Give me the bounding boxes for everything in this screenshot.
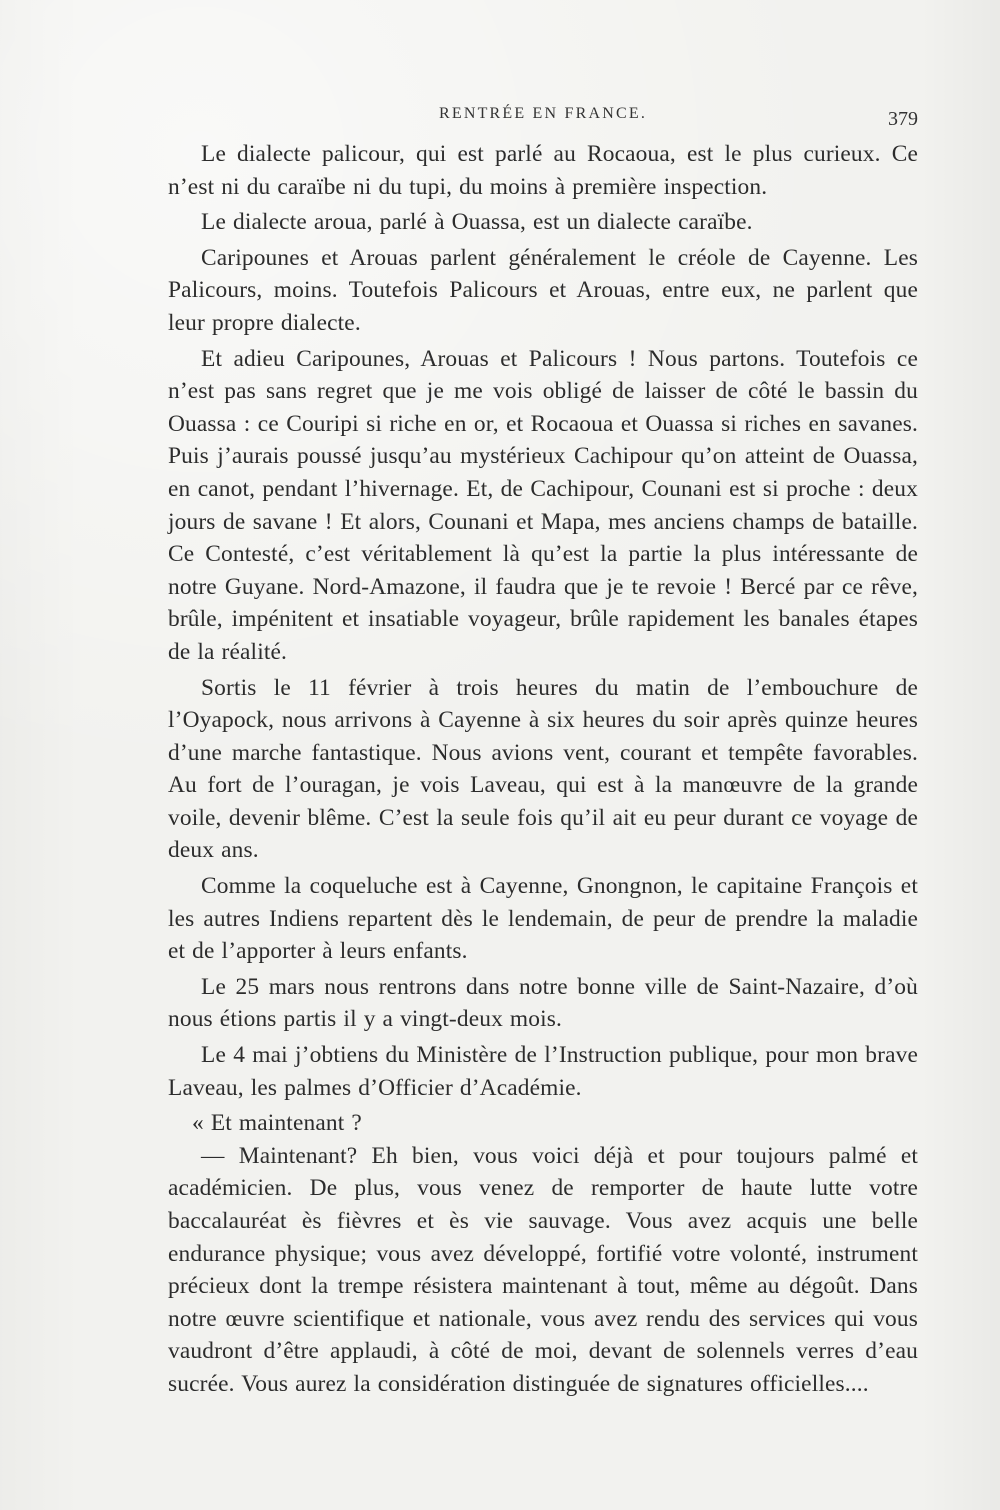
paragraph-6: Comme la coqueluche est à Cayenne, Gnongnon, le capitaine François et les autres Indiens repartent dès le lendemain, de peur de prendre la maladie et de l’apporter à leurs enfants.	[168, 873, 918, 965]
paragraph-2: Le dialecte aroua, parlé à Ouassa, est un dialecte caraïbe.	[201, 209, 753, 236]
paragraph-1: Le dialecte palicour, qui est parlé au Rocaoua, est le plus curieux. Ce n’est ni du caraïbe ni du tupi, du moins à première inspection.	[168, 141, 918, 200]
page-number: 379	[888, 108, 918, 130]
paragraph-9: « Et maintenant ?	[192, 1110, 362, 1137]
paragraph-10: — Maintenant? Eh bien, vous voici déjà et pour toujours palmé et académicien. De plus, vous venez de remporter de haute lutte votre baccalauréat ès fièvres et ès vie sauvage. Vous avez acquis une belle endurance physique; vous avez développé, fortifié votre volonté, instrument précieux dont la trempe résistera maintenant à tout, même au dégoût. Dans notre œuvre scientifique et nationale, vous avez rendu des services qui vous vaudront d’être applaudi, à côté de moi, devant de solennels verres d’eau sucrée. Vous aurez la considération distinguée de signatures officielles....	[168, 1142, 918, 1397]
paragraph-8: Le 4 mai j’obtiens du Ministère de l’Instruction publique, pour mon brave Laveau, les palmes d’Officier d’Académie.	[168, 1042, 918, 1101]
paragraph-5: Sortis le 11 février à trois heures du matin de l’embouchure de l’Oyapock, nous arrivons à Cayenne à six heures du soir après quinze heures d’une marche fantastique. Nous avions vent, courant et tempête favorables. Au fort de l’ouragan, je vois Laveau, qui est à la manœuvre de la grande voile, devenir blême. C’est la seule fois qu’il ait eu peur durant ce voyage de deux ans.	[168, 674, 918, 864]
paragraph-3: Caripounes et Arouas parlent généralement le créole de Cayenne. Les Palicours, moins. Toutefois Palicours et Arouas, entre eux, ne parlent que leur propre dialecte.	[168, 244, 918, 336]
running-head: RENTRÉE EN FRANCE.	[438, 105, 648, 122]
paragraph-4: Et adieu Caripounes, Arouas et Palicours ! Nous partons. Toutefois ce n’est pas sans regret que je me vois obligé de laisser de côté le bassin du Ouassa : ce Couripi si riche en or, et Rocaoua et Ouassa si riches en savanes. Puis j’aurais poussé jusqu’au mystérieux Cachipour qu’on atteint de Ouassa, en canot, pendant l’hivernage. Et, de Cachipour, Counani est si proche : deux jours de savane ! Et alors, Counani et Mapa, mes anciens champs de bataille. Ce Contesté, c’est véritablement là qu’est la partie la plus intéressante de notre Guyane. Nord-Amazone, il faudra que je te revoie ! Bercé par ce rêve, brûle, impénitent et insatiable voyageur, brûle rapidement les banales étapes de la réalité.	[168, 345, 918, 665]
paragraph-7: Le 25 mars nous rentrons dans notre bonne ville de Saint-Nazaire, d’où nous étions partis il y a vingt-deux mois.	[168, 973, 918, 1033]
page-header	[168, 101, 918, 129]
body-text	[168, 138, 918, 1404]
